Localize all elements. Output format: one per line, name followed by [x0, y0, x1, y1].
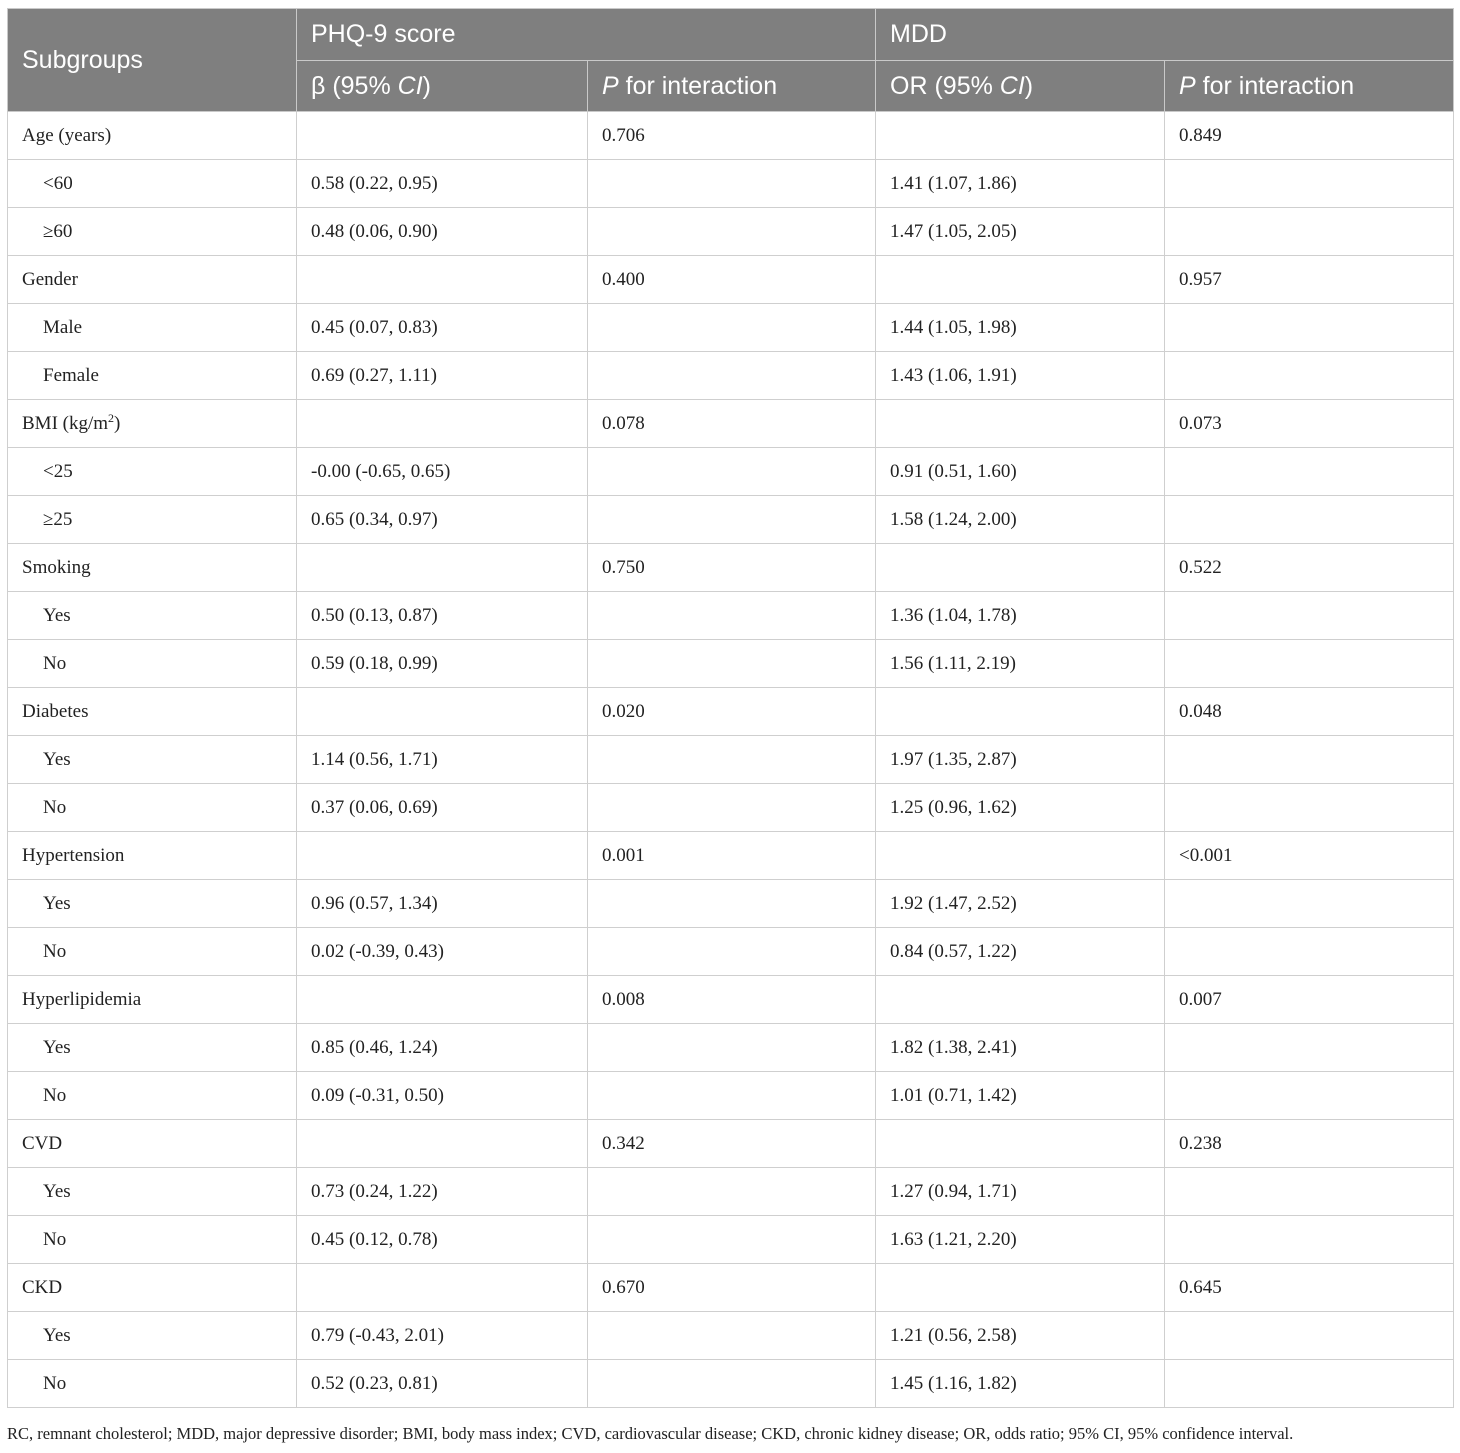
or-ci-cell [876, 832, 1165, 880]
table-row [8, 544, 1454, 592]
subgroup-level-label [8, 1216, 297, 1264]
or-ci-cell-text: 1.25 (0.96, 1.62) [890, 796, 1017, 818]
table-row [8, 400, 1454, 448]
table-row [8, 640, 1454, 688]
or-ci-cell [876, 1072, 1165, 1120]
beta-ci-cell [297, 1360, 588, 1408]
p-interaction-mdd-cell-text: 0.048 [1179, 700, 1222, 722]
or-ci-cell [876, 784, 1165, 832]
p-interaction-phq-cell [588, 1360, 876, 1408]
p-interaction-mdd-cell [1165, 1072, 1454, 1120]
p-interaction-phq-cell [588, 544, 876, 592]
p-interaction-phq-cell [588, 448, 876, 496]
p-interaction-mdd-cell [1165, 1216, 1454, 1264]
or-ci-cell-text: 1.41 (1.07, 1.86) [890, 172, 1017, 194]
subgroup-level-label [8, 448, 297, 496]
beta-ci-cell [297, 352, 588, 400]
or-ci-cell [876, 112, 1165, 160]
header-mdd: MDD [876, 9, 1454, 61]
or-ci-cell [876, 880, 1165, 928]
p-interaction-phq-cell [588, 1024, 876, 1072]
header-for-interaction: for interaction [618, 71, 778, 100]
or-ci-cell [876, 1360, 1165, 1408]
beta-ci-cell [297, 1120, 588, 1168]
header-for-interaction: for interaction [1195, 71, 1355, 100]
subgroup-level-label [8, 496, 297, 544]
p-interaction-mdd-cell-text: 0.645 [1179, 1276, 1222, 1298]
p-interaction-phq-cell-text: 0.400 [602, 268, 645, 290]
beta-ci-cell [297, 208, 588, 256]
beta-ci-cell-text: 0.59 (0.18, 0.99) [311, 652, 438, 674]
subgroup-label [8, 832, 297, 880]
table-footnote: RC, remnant cholesterol; MDD, major depressive disorder; BMI, body mass index; CVD, cardiovascular disease; CKD, chronic kidney disease; OR, odds ratio; 95% CI, 95% confidence interval. [7, 1424, 1294, 1443]
header-close-paren: ) [1024, 71, 1034, 100]
subgroup-level-label-text: No [43, 796, 67, 818]
table-row [8, 208, 1454, 256]
beta-ci-cell [297, 592, 588, 640]
or-ci-cell-text: 1.56 (1.11, 2.19) [890, 652, 1016, 674]
subgroup-level-label [8, 784, 297, 832]
beta-ci-cell [297, 784, 588, 832]
header-p-letter: P [1179, 71, 1196, 100]
table-row [8, 1024, 1454, 1072]
table-row [8, 1216, 1454, 1264]
p-interaction-mdd-cell [1165, 1120, 1454, 1168]
p-interaction-phq-cell-text: 0.008 [602, 988, 645, 1010]
beta-ci-cell-text: 0.58 (0.22, 0.95) [311, 172, 438, 194]
p-interaction-mdd-cell [1165, 1024, 1454, 1072]
header-p-letter: P [602, 71, 619, 100]
beta-ci-cell [297, 1024, 588, 1072]
p-interaction-phq-cell [588, 880, 876, 928]
header-beta-prefix: β (95% [311, 71, 398, 100]
p-interaction-mdd-cell [1165, 256, 1454, 304]
beta-ci-cell [297, 112, 588, 160]
p-interaction-phq-cell-text: 0.706 [602, 124, 645, 146]
p-interaction-mdd-cell [1165, 880, 1454, 928]
subgroup-label [8, 400, 297, 448]
or-ci-cell [876, 352, 1165, 400]
table-row [8, 1264, 1454, 1312]
p-interaction-phq-cell [588, 1264, 876, 1312]
or-ci-cell [876, 976, 1165, 1024]
subgroup-label-text: CKD [22, 1276, 63, 1298]
subgroup-label-text: BMI (kg/m [22, 412, 109, 434]
or-ci-cell-text: 1.43 (1.06, 1.91) [890, 364, 1017, 386]
subgroup-label-text: Diabetes [22, 700, 89, 722]
p-interaction-mdd-cell [1165, 832, 1454, 880]
or-ci-cell-text: 1.01 (0.71, 1.42) [890, 1084, 1017, 1106]
or-ci-cell-text: 1.92 (1.47, 2.52) [890, 892, 1017, 914]
subgroup-level-label-text: Female [43, 364, 99, 386]
or-ci-cell [876, 928, 1165, 976]
subgroup-level-label-text: Yes [43, 1036, 71, 1058]
header-p-interaction-phq [588, 61, 876, 112]
p-interaction-mdd-cell [1165, 1360, 1454, 1408]
beta-ci-cell-text: 0.02 (-0.39, 0.43) [311, 940, 444, 962]
p-interaction-phq-cell [588, 1120, 876, 1168]
p-interaction-mdd-cell [1165, 208, 1454, 256]
subgroup-level-label-text: Yes [43, 1180, 71, 1202]
table-row [8, 592, 1454, 640]
or-ci-cell-text: 1.21 (0.56, 2.58) [890, 1324, 1017, 1346]
or-ci-cell [876, 1120, 1165, 1168]
or-ci-cell-text: 1.63 (1.21, 2.20) [890, 1228, 1017, 1250]
or-ci-cell [876, 208, 1165, 256]
or-ci-cell-text: 1.58 (1.24, 2.00) [890, 508, 1017, 530]
p-interaction-phq-cell [588, 496, 876, 544]
beta-ci-cell [297, 928, 588, 976]
beta-ci-cell-text: 0.69 (0.27, 1.11) [311, 364, 437, 386]
subgroup-level-label [8, 592, 297, 640]
or-ci-cell [876, 1168, 1165, 1216]
subgroup-label [8, 1264, 297, 1312]
subgroup-label [8, 544, 297, 592]
p-interaction-mdd-cell [1165, 496, 1454, 544]
subgroup-level-label [8, 1168, 297, 1216]
subgroup-level-label-text: <25 [43, 460, 73, 482]
p-interaction-mdd-cell [1165, 736, 1454, 784]
header-ci-italic: CI [397, 71, 423, 100]
p-interaction-mdd-cell-text: 0.849 [1179, 124, 1222, 146]
subgroup-label [8, 1120, 297, 1168]
p-interaction-mdd-cell [1165, 976, 1454, 1024]
p-interaction-mdd-cell-text: 0.007 [1179, 988, 1222, 1010]
table-row [8, 976, 1454, 1024]
or-ci-cell [876, 448, 1165, 496]
or-ci-cell [876, 544, 1165, 592]
subgroup-level-label [8, 736, 297, 784]
or-ci-cell [876, 1312, 1165, 1360]
header-subgroups: Subgroups [8, 9, 297, 112]
table-row [8, 1360, 1454, 1408]
table-body [8, 112, 1454, 1408]
header-p-interaction-mdd [1165, 61, 1454, 112]
subgroup-level-label [8, 1072, 297, 1120]
subgroup-label-text: Gender [22, 268, 78, 290]
p-interaction-phq-cell [588, 928, 876, 976]
table-row [8, 784, 1454, 832]
subgroup-label [8, 112, 297, 160]
p-interaction-mdd-cell-text: 0.238 [1179, 1132, 1222, 1154]
subgroup-level-label-text: No [43, 652, 67, 674]
p-interaction-mdd-cell [1165, 304, 1454, 352]
header-ci-italic: CI [999, 71, 1025, 100]
subgroup-level-label [8, 1360, 297, 1408]
beta-ci-cell [297, 400, 588, 448]
subgroup-level-label-text: Yes [43, 1324, 71, 1346]
beta-ci-cell [297, 448, 588, 496]
p-interaction-mdd-cell [1165, 448, 1454, 496]
label-end: ) [114, 412, 121, 434]
or-ci-cell [876, 1216, 1165, 1264]
p-interaction-mdd-cell-text: 0.957 [1179, 268, 1222, 290]
subgroup-table-container [7, 8, 1453, 1408]
subgroup-level-label [8, 880, 297, 928]
or-ci-cell-text: 1.27 (0.94, 1.71) [890, 1180, 1017, 1202]
subgroup-level-label [8, 160, 297, 208]
beta-ci-cell-text: 0.48 (0.06, 0.90) [311, 220, 438, 242]
subgroup-level-label [8, 304, 297, 352]
or-ci-cell [876, 160, 1165, 208]
subgroup-level-label-text: ≥25 [43, 508, 73, 530]
table-row [8, 1168, 1454, 1216]
or-ci-cell-text: 0.84 (0.57, 1.22) [890, 940, 1017, 962]
p-interaction-mdd-cell [1165, 160, 1454, 208]
or-ci-cell [876, 256, 1165, 304]
beta-ci-cell-text: 1.14 (0.56, 1.71) [311, 748, 438, 770]
beta-ci-cell [297, 1168, 588, 1216]
p-interaction-phq-cell [588, 784, 876, 832]
or-ci-cell-text: 1.82 (1.38, 2.41) [890, 1036, 1017, 1058]
p-interaction-phq-cell-text: 0.001 [602, 844, 645, 866]
p-interaction-phq-cell [588, 1168, 876, 1216]
beta-ci-cell [297, 1264, 588, 1312]
beta-ci-cell-text: 0.45 (0.07, 0.83) [311, 316, 438, 338]
subgroup-label [8, 256, 297, 304]
or-ci-cell-text: 0.91 (0.51, 1.60) [890, 460, 1017, 482]
p-interaction-mdd-cell-text: 0.073 [1179, 412, 1222, 434]
p-interaction-phq-cell [588, 1216, 876, 1264]
beta-ci-cell-text: 0.96 (0.57, 1.34) [311, 892, 438, 914]
subgroup-level-label-text: <60 [43, 172, 73, 194]
subgroup-label-text: CVD [22, 1132, 63, 1154]
beta-ci-cell-text: 0.37 (0.06, 0.69) [311, 796, 438, 818]
beta-ci-cell [297, 160, 588, 208]
p-interaction-mdd-cell [1165, 640, 1454, 688]
table-row [8, 1072, 1454, 1120]
p-interaction-mdd-cell [1165, 112, 1454, 160]
p-interaction-phq-cell-text: 0.078 [602, 412, 645, 434]
beta-ci-cell [297, 1216, 588, 1264]
table-row [8, 880, 1454, 928]
subgroup-label-text: Smoking [22, 556, 91, 578]
subgroup-level-label-text: Male [43, 316, 83, 338]
p-interaction-phq-cell [588, 832, 876, 880]
header-close-paren: ) [422, 71, 431, 100]
or-ci-cell [876, 400, 1165, 448]
table-row [8, 496, 1454, 544]
beta-ci-cell-text: 0.52 (0.23, 0.81) [311, 1372, 438, 1394]
table-row [8, 1120, 1454, 1168]
p-interaction-mdd-cell [1165, 1264, 1454, 1312]
beta-ci-cell [297, 832, 588, 880]
p-interaction-phq-cell [588, 160, 876, 208]
or-ci-cell [876, 688, 1165, 736]
subgroup-level-label-text: Yes [43, 892, 71, 914]
or-ci-cell [876, 736, 1165, 784]
header-beta-ci [297, 61, 588, 112]
p-interaction-mdd-cell [1165, 1168, 1454, 1216]
p-interaction-phq-cell [588, 640, 876, 688]
subgroup-level-label [8, 352, 297, 400]
subgroup-level-label-text: No [43, 1372, 67, 1394]
p-interaction-mdd-cell-text: 0.522 [1179, 556, 1222, 578]
beta-ci-cell-text: -0.00 (-0.65, 0.65) [311, 460, 451, 482]
table-row [8, 832, 1454, 880]
beta-ci-cell [297, 304, 588, 352]
beta-ci-cell [297, 1312, 588, 1360]
p-interaction-mdd-cell [1165, 352, 1454, 400]
subgroup-level-label [8, 1312, 297, 1360]
subgroup-level-label-text: Yes [43, 748, 71, 770]
table-header [8, 9, 1454, 112]
p-interaction-mdd-cell [1165, 544, 1454, 592]
beta-ci-cell [297, 688, 588, 736]
or-ci-cell-text: 1.44 (1.05, 1.98) [890, 316, 1017, 338]
beta-ci-cell [297, 736, 588, 784]
p-interaction-phq-cell-text: 0.342 [602, 1132, 645, 1154]
subgroup-level-label [8, 640, 297, 688]
p-interaction-mdd-cell [1165, 592, 1454, 640]
table-row [8, 112, 1454, 160]
beta-ci-cell-text: 0.85 (0.46, 1.24) [311, 1036, 438, 1058]
header-or-prefix: OR (95% [890, 71, 1000, 100]
subgroup-label [8, 976, 297, 1024]
beta-ci-cell [297, 1072, 588, 1120]
beta-ci-cell-text: 0.09 (-0.31, 0.50) [311, 1084, 444, 1106]
p-interaction-mdd-cell [1165, 688, 1454, 736]
p-interaction-phq-cell [588, 688, 876, 736]
p-interaction-phq-cell [588, 736, 876, 784]
table-row [8, 928, 1454, 976]
beta-ci-cell-text: 0.79 (-0.43, 2.01) [311, 1324, 444, 1346]
subgroup-level-label [8, 928, 297, 976]
p-interaction-mdd-cell [1165, 928, 1454, 976]
subgroup-level-label-text: No [43, 940, 67, 962]
p-interaction-phq-cell [588, 256, 876, 304]
p-interaction-phq-cell-text: 0.750 [602, 556, 645, 578]
subgroup-label-text: Age (years) [22, 124, 112, 146]
p-interaction-mdd-cell [1165, 784, 1454, 832]
beta-ci-cell-text: 0.45 (0.12, 0.78) [311, 1228, 438, 1250]
subgroup-label-text: Hyperlipidemia [22, 988, 142, 1010]
p-interaction-phq-cell [588, 400, 876, 448]
beta-ci-cell [297, 976, 588, 1024]
p-interaction-mdd-cell [1165, 400, 1454, 448]
p-interaction-mdd-cell [1165, 1312, 1454, 1360]
beta-ci-cell-text: 0.73 (0.24, 1.22) [311, 1180, 438, 1202]
subgroup-level-label-text: No [43, 1228, 67, 1250]
or-ci-cell [876, 1264, 1165, 1312]
table-row [8, 304, 1454, 352]
p-interaction-mdd-cell-text: <0.001 [1179, 844, 1233, 866]
p-interaction-phq-cell [588, 592, 876, 640]
subgroup-level-label [8, 1024, 297, 1072]
header-phq9-score: PHQ-9 score [297, 9, 876, 61]
beta-ci-cell [297, 544, 588, 592]
or-ci-cell [876, 592, 1165, 640]
or-ci-cell [876, 496, 1165, 544]
p-interaction-phq-cell [588, 112, 876, 160]
beta-ci-cell [297, 496, 588, 544]
superscript: 2 [108, 410, 115, 425]
subgroup-label [8, 688, 297, 736]
subgroup-level-label-text: Yes [43, 604, 71, 626]
beta-ci-cell-text: 0.50 (0.13, 0.87) [311, 604, 438, 626]
p-interaction-phq-cell [588, 208, 876, 256]
p-interaction-phq-cell [588, 976, 876, 1024]
table-row [8, 448, 1454, 496]
table-row [8, 256, 1454, 304]
subgroup-label-text: Hypertension [22, 844, 125, 866]
table-row [8, 736, 1454, 784]
subgroup-level-label-text: ≥60 [43, 220, 73, 242]
or-ci-cell [876, 640, 1165, 688]
beta-ci-cell [297, 640, 588, 688]
beta-ci-cell-text: 0.65 (0.34, 0.97) [311, 508, 438, 530]
beta-ci-cell [297, 256, 588, 304]
table-row [8, 1312, 1454, 1360]
p-interaction-phq-cell [588, 352, 876, 400]
or-ci-cell [876, 304, 1165, 352]
p-interaction-phq-cell-text: 0.670 [602, 1276, 645, 1298]
or-ci-cell-text: 1.47 (1.05, 2.05) [890, 220, 1017, 242]
or-ci-cell [876, 1024, 1165, 1072]
table-row [8, 160, 1454, 208]
table-row [8, 352, 1454, 400]
or-ci-cell-text: 1.36 (1.04, 1.78) [890, 604, 1017, 626]
p-interaction-phq-cell-text: 0.020 [602, 700, 645, 722]
subgroup-analysis-table [7, 8, 1454, 1408]
subgroup-level-label [8, 208, 297, 256]
table-row [8, 688, 1454, 736]
or-ci-cell-text: 1.45 (1.16, 1.82) [890, 1372, 1017, 1394]
beta-ci-cell [297, 880, 588, 928]
header-or-ci [876, 61, 1165, 112]
p-interaction-phq-cell [588, 1312, 876, 1360]
p-interaction-phq-cell [588, 1072, 876, 1120]
p-interaction-phq-cell [588, 304, 876, 352]
subgroup-level-label-text: No [43, 1084, 67, 1106]
or-ci-cell-text: 1.97 (1.35, 2.87) [890, 748, 1017, 770]
